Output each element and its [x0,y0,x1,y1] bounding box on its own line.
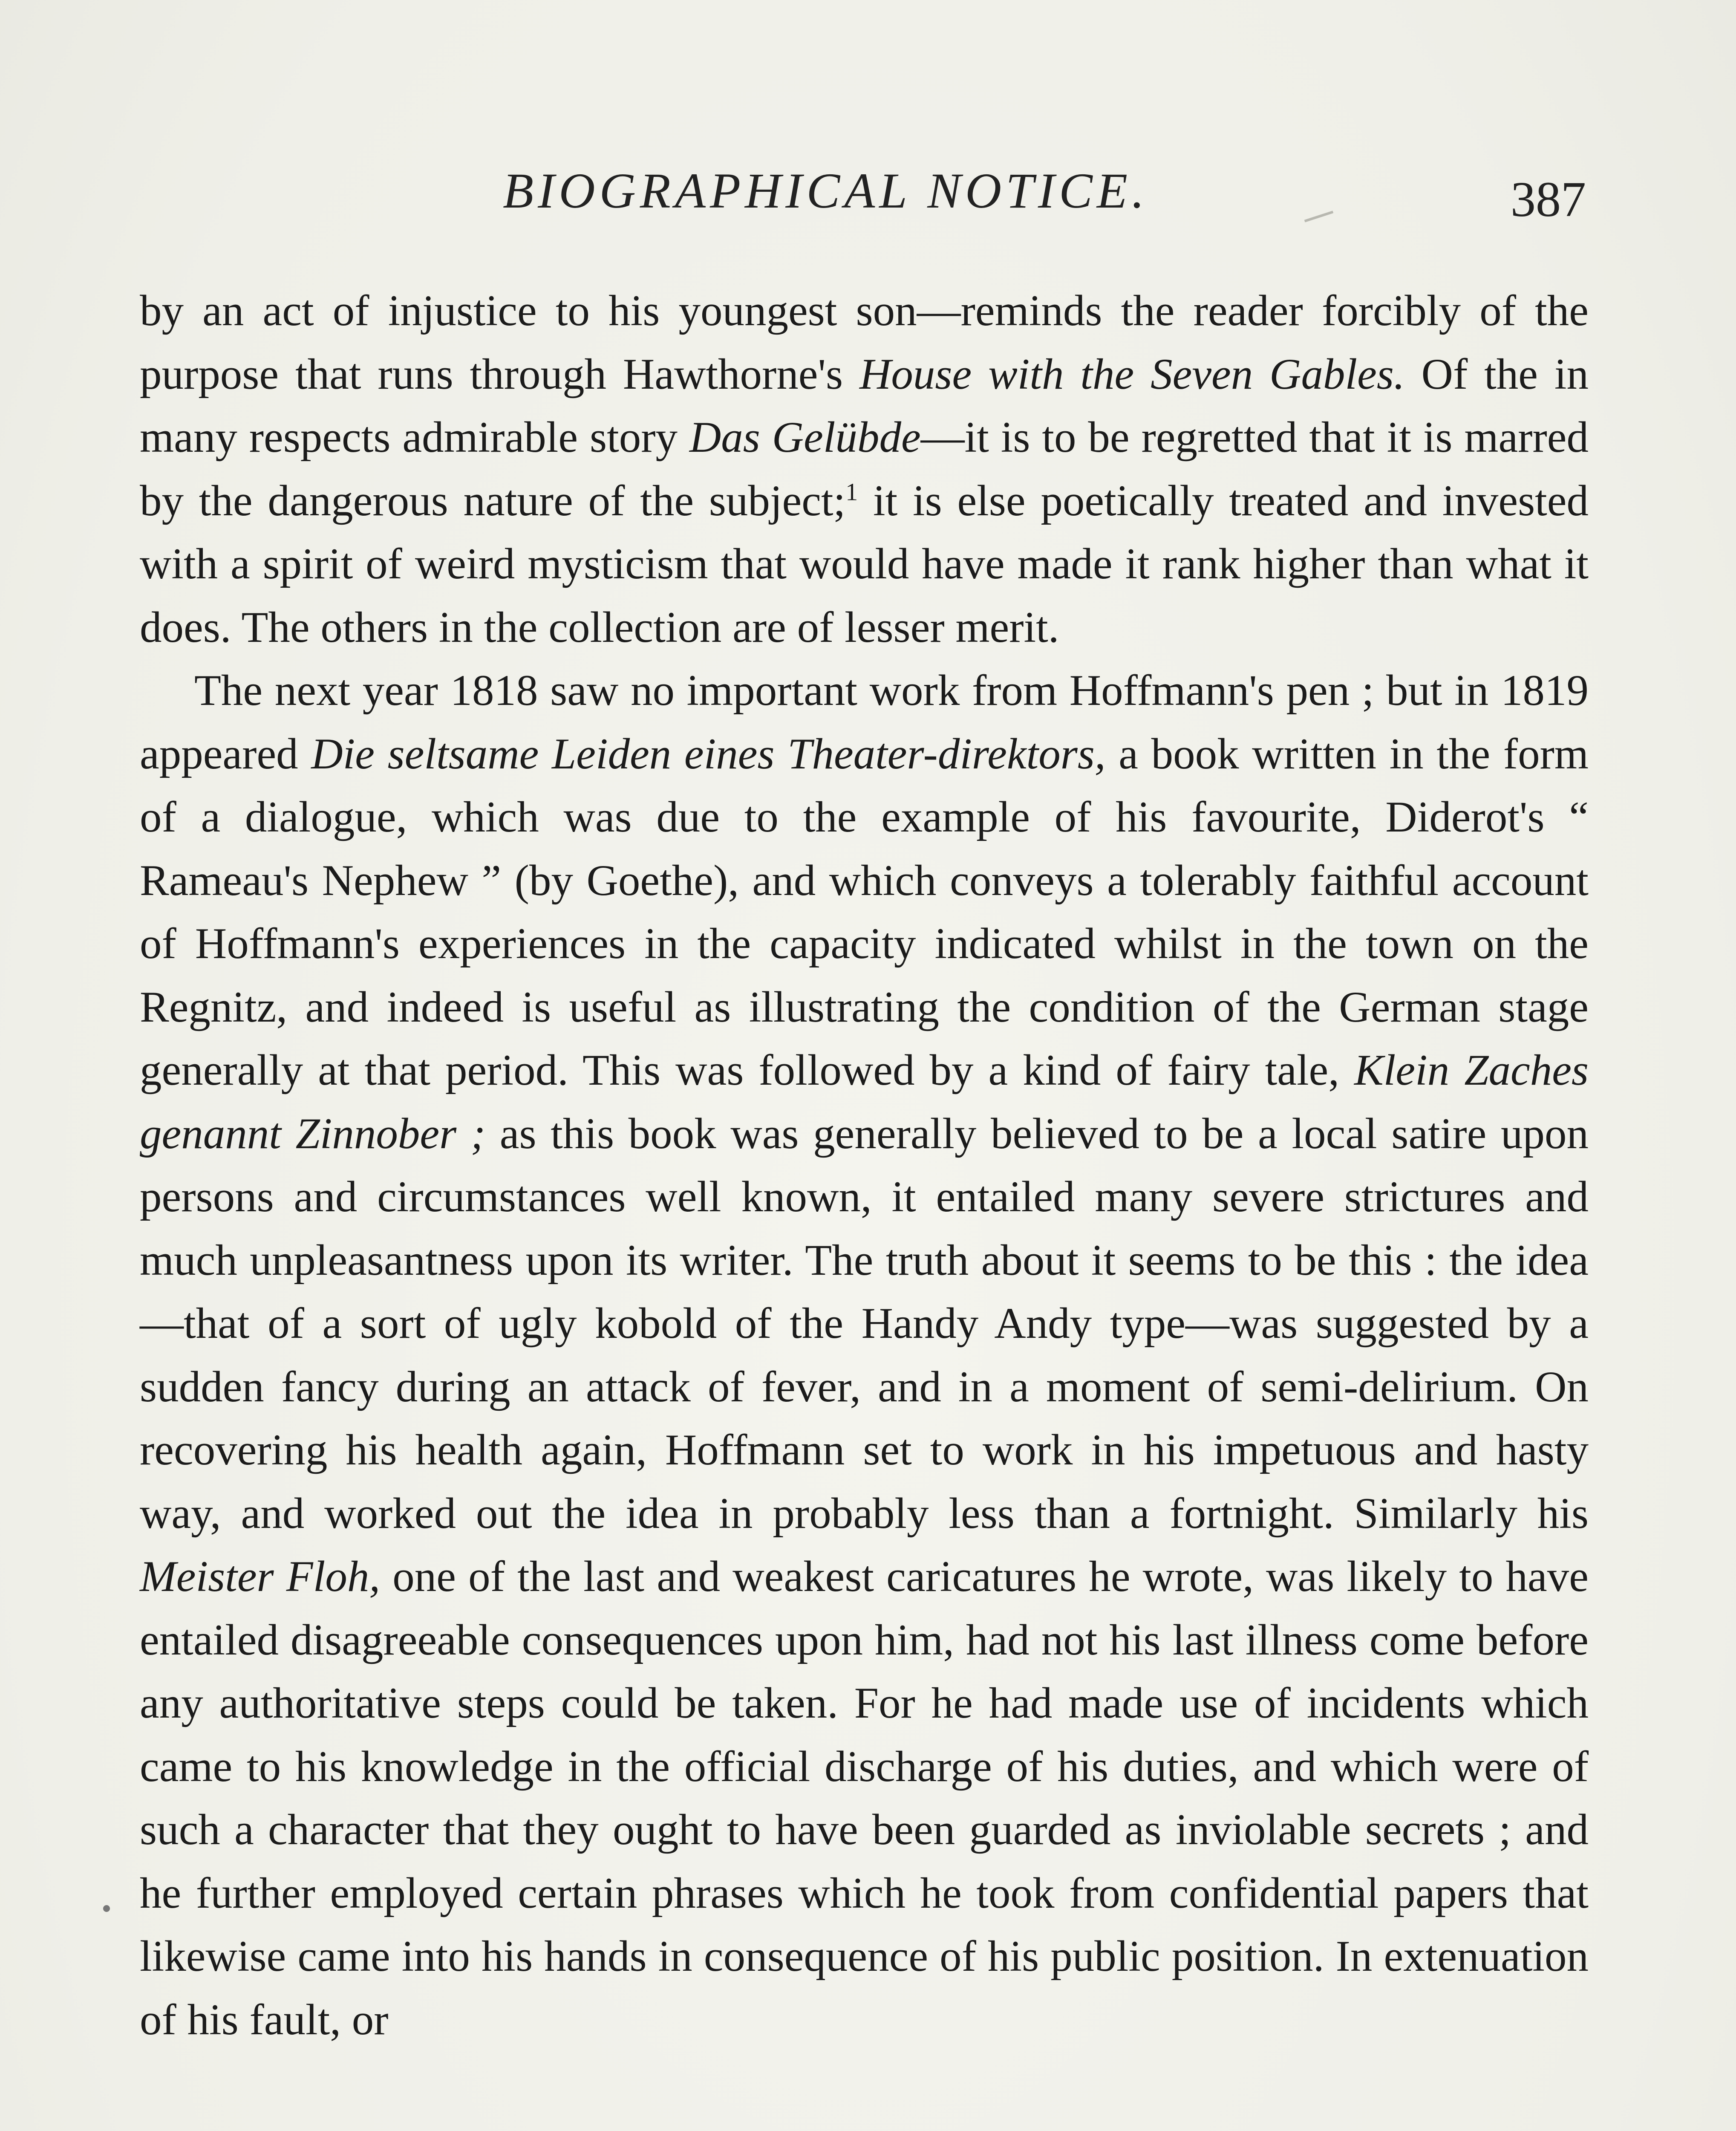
text-run: as this book was generally believed to be a local satire upon persons and circumstances well known, it entailed many severe strictures and much unpleasantness upon its writer. The truth about it seems to be this : the idea—that of a sort of ugly kobold of the Handy Andy type—was suggested by a sudden fancy during an attack of fever, and in a moment of semi-delirium. On recovering his health again, Hoffmann set to work in his impetuous and hasty way, and worked out the idea in probably less than a fortnight. Similarly his [140,1109,1589,1538]
italic-title-klein-zaches: Klein Zaches genannt Zinnober ; [140,1046,1589,1158]
margin-dot [103,1905,110,1912]
text-run: by an act of injustice to his youngest son—reminds the reader forcibly of the purpose that runs through Hawthorne's [140,286,1589,398]
text-run: Of the in many respects admirable story [140,349,1589,462]
text-run: a book written in the form of a dialogue, which was due to the example of his favourite, Diderot's “ Rameau's Nephew ” (by Goethe), and which conveys a tolerably faithful account of Hoffmann's experiences in the capacity indicated whilst in the town on the Regnitz, and indeed is useful as illustrating the condition of the German stage generally at that period. This was followed by a kind of fairy tale, [140,729,1589,1094]
body-text [140,279,1589,2051]
text-run: one of the last and weakest caricatures he wrote, was likely to have entailed disagreeable consequences upon him, had not his last illness come before any authoritative steps could be taken. For he had made use of incidents which came to his knowledge in the official discharge of his duties, and which were of such a character that they ought to have been guarded as inviolable secrets ; and he further employed certain phrases which he took from confidential papers that likewise came into his hands in consequence of his public position. In extenuation of his fault, or [140,1552,1589,2044]
running-title: BIOGRAPHICAL NOTICE. [503,163,1149,219]
italic-title-theaterdirektors: Die seltsame Leiden eines Theater-direktors, [311,729,1106,778]
paragraph-1 [140,279,1589,659]
footnote-reference: 1 [845,478,858,506]
stray-mark [1304,211,1333,222]
text-run: —it is to be regretted that it is marred by the dangerous nature of the subject; [140,413,1589,525]
italic-title-das-geluebde: Das Gelübde [689,413,921,462]
paragraph-2 [140,659,1589,2051]
text-run: it is else poetically treated and invested with a spirit of weird mysticism that would have made it rank higher than what it does. The others in the collection are of lesser merit. [140,476,1589,652]
italic-title-house-with-seven-gables: House with the Seven Gables. [859,349,1405,398]
italic-title-meister-floh: Meister Floh, [140,1552,381,1601]
page-number: 387 [1511,171,1586,227]
text-run: The next year 1818 saw no important work from Hoffmann's pen ; but in 1819 appeared [140,666,1589,778]
